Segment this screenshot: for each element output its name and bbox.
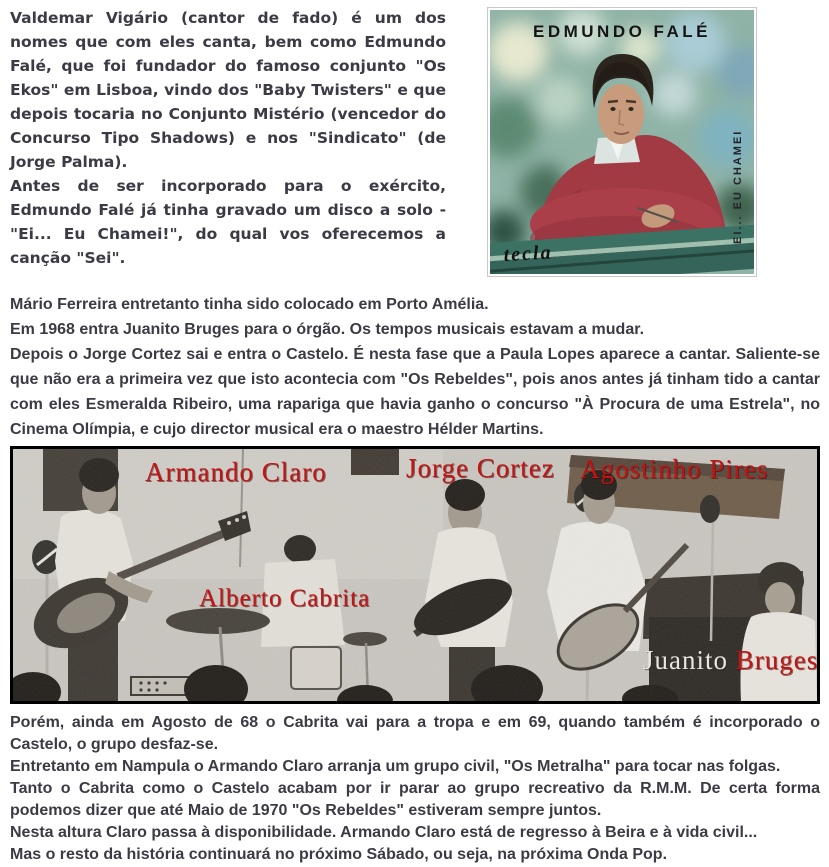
outro-paragraph-3: Tanto o Cabrita como o Castelo acabam por ir parar ao grupo recreativo da R.M.M. De certa forma podemos dizer que até Maio de 1970 "Os Rebeldes" estiveram sempre juntos. <box>10 780 820 819</box>
middle-paragraph-1: Mário Ferreira entretanto tinha sido colocado em Porto Amélia. <box>10 296 489 313</box>
album-side-title: EI... EU CHAMEI <box>732 129 744 244</box>
photo-label-jorge-cortez: Jorge Cortez <box>406 453 555 483</box>
top-section <box>10 6 820 277</box>
intro-paragraph-2: Antes de ser incorporado para o exército, Edmundo Falé já tinha gravado um disco a solo - "Ei... Eu Chamei!", do qual vos oferecemos a canção "Sei". <box>10 177 446 267</box>
juanito-last-name: Bruges <box>735 645 819 675</box>
outro-paragraph-1: Porém, ainda em Agosto de 68 o Cabrita vai para a tropa e em 69, quando também é incorporado o Castelo, o grupo desfaz-se. <box>10 714 820 753</box>
middle-text-block <box>10 292 820 442</box>
album-cover-art <box>490 10 754 274</box>
photo-label-juanito-bruges <box>643 645 818 676</box>
intro-text-block <box>10 6 446 270</box>
outro-paragraph-2: Entretanto em Nampula o Armando Claro arranja um grupo civil, "Os Metralha" para tocar nas folgas. <box>10 758 781 775</box>
juanito-first-name: Juanito <box>643 645 736 675</box>
intro-paragraph-1: Valdemar Vigário (cantor de fado) é um dos nomes que com eles canta, bem como Edmundo Falé, que foi fundador do famoso conjunto "Os Ekos" em Lisboa, vindo dos "Baby Twisters" e que depois tocaria no Conjunto Mistério (vencedor do Concurso Tipo Shadows) e nos "Sindicato" (de Jorge Palma). <box>10 9 446 171</box>
band-photo <box>10 446 820 704</box>
outro-paragraph-4: Nesta altura Claro passa à disponibilidade. Armando Claro está de regresso à Beira e à vida civil... <box>10 824 758 841</box>
photo-label-agostinho-pires: Agostinho Pires <box>580 454 769 484</box>
outro-paragraph-5: Mas o resto da história continuará no próximo Sábado, ou seja, na próxima Onda Pop. <box>10 846 668 863</box>
album-artist-title: EDMUNDO FALÉ <box>533 22 711 41</box>
photo-label-alberto-cabrita: Alberto Cabrita <box>199 585 371 612</box>
photo-label-armando-claro: Armando Claro <box>145 457 327 487</box>
outro-text-block <box>10 712 820 866</box>
middle-paragraph-3: Depois o Jorge Cortez sai e entra o Castelo. É nesta fase que a Paula Lopes aparece a cantar. Saliente-se que não era a primeira vez que isto acontecia com "Os Rebeldes", pois anos antes já tinham tido a cantar com eles Esmeralda Ribeiro, uma rapariga que havia ganho o concurso "À Procura de uma Estrela", no Cinema Olímpia, e cujo director musical era o maestro Hélder Martins. <box>10 346 820 438</box>
middle-paragraph-2: Em 1968 entra Juanito Bruges para o órgão. Os tempos musicais estavam a mudar. <box>10 321 645 338</box>
record-label-logo: tecla <box>503 241 554 266</box>
album-cover-image <box>487 7 757 277</box>
